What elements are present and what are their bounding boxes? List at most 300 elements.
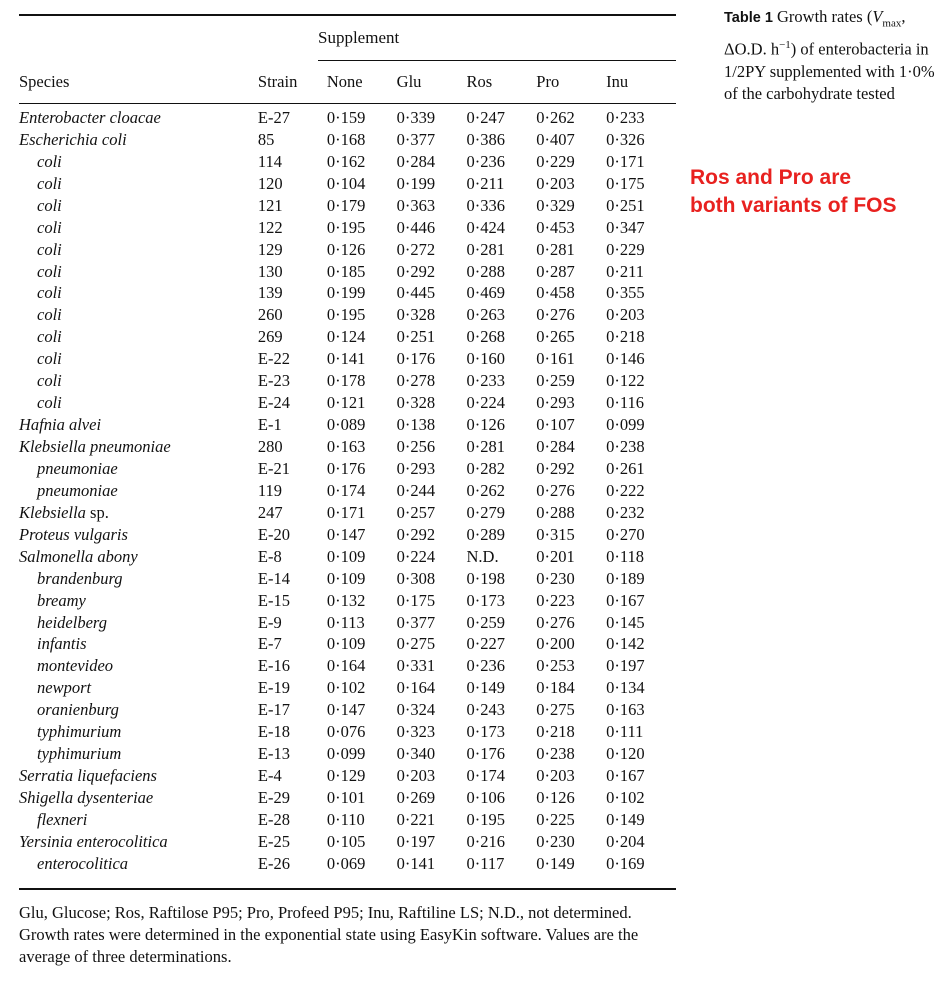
value-cell-pro: 0·161 bbox=[536, 349, 575, 369]
value-cell-inu: 0·222 bbox=[606, 480, 645, 500]
value-cell-glu: 0·323 bbox=[396, 722, 436, 742]
value-cell-none: 0·147 bbox=[326, 524, 366, 544]
table-header-row bbox=[19, 70, 676, 94]
strain-cell: E-23 bbox=[257, 371, 290, 391]
table-row bbox=[19, 129, 676, 151]
species-cell bbox=[19, 261, 258, 283]
value-cell-none: 0·129 bbox=[326, 766, 366, 786]
species-cell bbox=[19, 195, 258, 217]
col-header-pro: Pro bbox=[536, 72, 560, 91]
species-cell bbox=[19, 743, 258, 765]
value-cell-none: 0·147 bbox=[326, 700, 366, 720]
value-cell-none: 0·178 bbox=[326, 371, 366, 391]
strain-cell: 129 bbox=[257, 239, 283, 259]
species-name: coli bbox=[37, 151, 62, 171]
species-cell bbox=[19, 151, 258, 173]
caption-title: Table 1 bbox=[724, 10, 773, 26]
species-cell bbox=[19, 239, 258, 261]
species-cell bbox=[19, 348, 258, 370]
value-cell-none: 0·141 bbox=[326, 349, 366, 369]
value-cell-glu: 0·138 bbox=[396, 415, 436, 435]
value-cell-glu: 0·340 bbox=[396, 744, 436, 764]
strain-cell: E-4 bbox=[257, 766, 282, 786]
strain-cell: E-24 bbox=[257, 393, 290, 413]
value-cell-none: 0·069 bbox=[326, 853, 366, 873]
value-cell-inu: 0·169 bbox=[606, 853, 645, 873]
value-cell-none: 0·102 bbox=[326, 678, 366, 698]
value-cell-inu: 0·145 bbox=[606, 612, 645, 632]
species-cell bbox=[19, 480, 258, 502]
value-cell-ros: 0·233 bbox=[466, 371, 505, 391]
value-cell-glu: 0·175 bbox=[396, 590, 436, 610]
value-cell-ros: 0·173 bbox=[466, 590, 505, 610]
value-cell-ros: 0·247 bbox=[466, 107, 505, 127]
value-cell-pro: 0·230 bbox=[536, 568, 575, 588]
value-cell-glu: 0·197 bbox=[396, 831, 436, 851]
species-name: Hafnia alvei bbox=[19, 415, 102, 435]
value-cell-inu: 0·118 bbox=[606, 546, 644, 566]
value-cell-glu: 0·328 bbox=[396, 393, 436, 413]
value-cell-inu: 0·211 bbox=[606, 261, 644, 281]
value-cell-pro: 0·407 bbox=[536, 129, 575, 149]
value-cell-pro: 0·458 bbox=[536, 283, 575, 303]
species-name: coli bbox=[37, 217, 62, 237]
value-cell-none: 0·104 bbox=[326, 173, 366, 193]
value-cell-pro: 0·276 bbox=[536, 305, 575, 325]
value-cell-inu: 0·146 bbox=[606, 349, 645, 369]
species-cell bbox=[19, 326, 258, 348]
value-cell-inu: 0·122 bbox=[606, 371, 645, 391]
strain-cell: E-28 bbox=[257, 809, 290, 829]
col-header-inu: Inu bbox=[606, 72, 629, 91]
table-row bbox=[19, 699, 676, 721]
species-name: Shigella dysenteriae bbox=[19, 788, 154, 808]
value-cell-none: 0·195 bbox=[326, 305, 366, 325]
value-cell-inu: 0·204 bbox=[606, 831, 645, 851]
species-name: infantis bbox=[37, 634, 87, 654]
value-cell-inu: 0·120 bbox=[606, 744, 645, 764]
strain-cell: E-13 bbox=[257, 744, 290, 764]
strain-cell: E-18 bbox=[257, 722, 290, 742]
value-cell-glu: 0·278 bbox=[396, 371, 436, 391]
species-name: coli bbox=[37, 393, 62, 413]
value-cell-pro: 0·329 bbox=[536, 195, 575, 215]
value-cell-ros: 0·211 bbox=[466, 173, 505, 193]
value-cell-inu: 0·175 bbox=[606, 173, 645, 193]
table-row bbox=[19, 568, 676, 590]
value-cell-glu: 0·293 bbox=[396, 458, 436, 478]
species-cell bbox=[19, 568, 258, 590]
value-cell-ros: 0·336 bbox=[466, 195, 505, 215]
value-cell-ros: 0·149 bbox=[466, 678, 505, 698]
value-cell-glu: 0·244 bbox=[396, 480, 436, 500]
species-cell bbox=[19, 809, 258, 831]
table-row bbox=[19, 612, 676, 634]
species-name: breamy bbox=[37, 590, 86, 610]
strain-cell: E-14 bbox=[257, 568, 290, 588]
table-row bbox=[19, 831, 676, 853]
value-cell-inu: 0·167 bbox=[606, 590, 645, 610]
value-cell-ros: 0·262 bbox=[466, 480, 505, 500]
strain-cell: E-15 bbox=[257, 590, 290, 610]
table-row bbox=[19, 721, 676, 743]
value-cell-none: 0·109 bbox=[326, 546, 366, 566]
species-cell bbox=[19, 721, 258, 743]
value-cell-glu: 0·292 bbox=[396, 524, 436, 544]
value-cell-inu: 0·270 bbox=[606, 524, 645, 544]
table-footnotes bbox=[19, 902, 659, 968]
value-cell-none: 0·089 bbox=[326, 415, 366, 435]
species-name: oranienburg bbox=[37, 700, 119, 720]
value-cell-inu: 0·251 bbox=[606, 195, 645, 215]
value-cell-glu: 0·272 bbox=[396, 239, 436, 259]
strain-cell: 120 bbox=[257, 173, 283, 193]
value-cell-glu: 0·292 bbox=[396, 261, 436, 281]
value-cell-none: 0·132 bbox=[326, 590, 366, 610]
value-cell-pro: 0·126 bbox=[536, 788, 575, 808]
value-cell-pro: 0·225 bbox=[536, 809, 575, 829]
value-cell-inu: 0·197 bbox=[606, 656, 645, 676]
species-name: pneumoniae bbox=[37, 480, 118, 500]
strain-cell: 260 bbox=[257, 305, 283, 325]
strain-cell: E-29 bbox=[257, 788, 290, 808]
species-cell bbox=[19, 524, 258, 546]
species-name: montevideo bbox=[37, 656, 114, 676]
value-cell-pro: 0·253 bbox=[536, 656, 575, 676]
strain-cell: E-8 bbox=[257, 546, 282, 566]
caption-text-2: , ΔO.D. h bbox=[724, 7, 906, 59]
value-cell-none: 0·109 bbox=[326, 634, 366, 654]
strain-cell: E-7 bbox=[257, 634, 282, 654]
value-cell-inu: 0·167 bbox=[606, 766, 645, 786]
species-name: typhimurium bbox=[37, 744, 122, 764]
species-name: Klebsiella bbox=[19, 502, 86, 522]
value-cell-pro: 0·223 bbox=[536, 590, 575, 610]
value-cell-none: 0·164 bbox=[326, 656, 366, 676]
value-cell-pro: 0·201 bbox=[536, 546, 575, 566]
species-cell bbox=[19, 612, 258, 634]
table-row bbox=[19, 348, 676, 370]
value-cell-ros: 0·224 bbox=[466, 393, 505, 413]
value-cell-none: 0·174 bbox=[326, 480, 366, 500]
caption-exponent: −1 bbox=[779, 39, 791, 52]
strain-cell: 130 bbox=[257, 261, 283, 281]
value-cell-glu: 0·221 bbox=[396, 809, 436, 829]
value-cell-pro: 0·262 bbox=[536, 107, 575, 127]
table-row bbox=[19, 414, 676, 436]
value-cell-pro: 0·453 bbox=[536, 217, 575, 237]
value-cell-pro: 0·184 bbox=[536, 678, 575, 698]
value-cell-ros: 0·469 bbox=[466, 283, 505, 303]
value-cell-pro: 0·203 bbox=[536, 173, 575, 193]
value-cell-none: 0·171 bbox=[326, 502, 366, 522]
strain-cell: E-17 bbox=[257, 700, 290, 720]
value-cell-inu: 0·218 bbox=[606, 327, 645, 347]
value-cell-ros: 0·236 bbox=[466, 656, 505, 676]
species-name: pneumoniae bbox=[37, 458, 118, 478]
value-cell-pro: 0·200 bbox=[536, 634, 575, 654]
value-cell-none: 0·124 bbox=[326, 327, 366, 347]
species-cell bbox=[19, 502, 258, 524]
value-cell-pro: 0·218 bbox=[536, 722, 575, 742]
species-name: Proteus vulgaris bbox=[19, 524, 128, 544]
strain-cell: 280 bbox=[257, 437, 283, 457]
value-cell-inu: 0·355 bbox=[606, 283, 645, 303]
value-cell-pro: 0·287 bbox=[536, 261, 575, 281]
value-cell-glu: 0·331 bbox=[396, 656, 436, 676]
table-row bbox=[19, 436, 676, 458]
value-cell-inu: 0·238 bbox=[606, 437, 645, 457]
value-cell-inu: 0·203 bbox=[606, 305, 645, 325]
table-row bbox=[19, 677, 676, 699]
caption-vmax: V bbox=[872, 7, 883, 26]
table-row bbox=[19, 502, 676, 524]
value-cell-none: 0·099 bbox=[326, 744, 366, 764]
value-cell-none: 0·179 bbox=[326, 195, 366, 215]
species-cell bbox=[19, 392, 258, 414]
table-row bbox=[19, 655, 676, 677]
strain-cell: 269 bbox=[257, 327, 283, 347]
strain-cell: 139 bbox=[257, 283, 283, 303]
value-cell-inu: 0·142 bbox=[606, 634, 645, 654]
value-cell-pro: 0·281 bbox=[536, 239, 575, 259]
strain-cell: 121 bbox=[257, 195, 283, 215]
species-name: Yersinia enterocolitica bbox=[19, 831, 168, 851]
value-cell-ros: 0·195 bbox=[466, 809, 505, 829]
value-cell-glu: 0·284 bbox=[396, 151, 436, 171]
species-name: coli bbox=[37, 195, 62, 215]
value-cell-glu: 0·275 bbox=[396, 634, 436, 654]
value-cell-pro: 0·238 bbox=[536, 744, 575, 764]
table-body bbox=[19, 107, 676, 875]
col-header-species: Species bbox=[19, 72, 70, 91]
species-name: coli bbox=[37, 261, 62, 281]
species-name: Enterobacter cloacae bbox=[19, 107, 161, 127]
species-cell bbox=[19, 283, 258, 305]
value-cell-inu: 0·149 bbox=[606, 809, 645, 829]
table-row bbox=[19, 326, 676, 348]
value-cell-ros: 0·117 bbox=[466, 853, 505, 873]
footnote-method: Growth rates were determined in the exponential state using EasyKin software. Values are the average of three determinations. bbox=[19, 925, 639, 966]
value-cell-pro: 0·315 bbox=[536, 524, 575, 544]
strain-cell: 85 bbox=[257, 129, 275, 149]
table-row bbox=[19, 480, 676, 502]
species-name: coli bbox=[37, 305, 62, 325]
col-header-none: None bbox=[326, 72, 363, 91]
table-row bbox=[19, 634, 676, 656]
species-cell bbox=[19, 370, 258, 392]
supplement-header: Supplement bbox=[318, 28, 400, 47]
species-cell bbox=[19, 699, 258, 721]
value-cell-glu: 0·445 bbox=[396, 283, 436, 303]
table-bottom-rule bbox=[19, 888, 676, 890]
table-row bbox=[19, 765, 676, 787]
value-cell-ros: 0·126 bbox=[466, 415, 505, 435]
species-cell bbox=[19, 546, 258, 568]
species-cell bbox=[19, 436, 258, 458]
species-cell bbox=[19, 129, 258, 151]
value-cell-pro: 0·107 bbox=[536, 415, 575, 435]
strain-cell: E-19 bbox=[257, 678, 290, 698]
table-row bbox=[19, 809, 676, 831]
value-cell-none: 0·163 bbox=[326, 437, 366, 457]
strain-cell: E-22 bbox=[257, 349, 290, 369]
table-row bbox=[19, 151, 676, 173]
value-cell-pro: 0·284 bbox=[536, 437, 575, 457]
species-name: flexneri bbox=[37, 809, 88, 829]
value-cell-inu: 0·229 bbox=[606, 239, 645, 259]
value-cell-glu: 0·256 bbox=[396, 437, 436, 457]
table-row bbox=[19, 853, 676, 875]
value-cell-pro: 0·230 bbox=[536, 831, 575, 851]
value-cell-glu: 0·224 bbox=[396, 546, 436, 566]
value-cell-pro: 0·229 bbox=[536, 151, 575, 171]
table-row bbox=[19, 787, 676, 809]
table-row bbox=[19, 173, 676, 195]
strain-cell: E-1 bbox=[257, 415, 282, 435]
value-cell-pro: 0·276 bbox=[536, 480, 575, 500]
value-cell-ros: 0·288 bbox=[466, 261, 505, 281]
table-row bbox=[19, 283, 676, 305]
value-cell-pro: 0·276 bbox=[536, 612, 575, 632]
value-cell-none: 0·195 bbox=[326, 217, 366, 237]
value-cell-pro: 0·203 bbox=[536, 766, 575, 786]
annotation-line-2: both variants of FOS bbox=[690, 194, 897, 217]
value-cell-inu: 0·326 bbox=[606, 129, 645, 149]
species-cell bbox=[19, 107, 258, 129]
strain-cell: E-25 bbox=[257, 831, 290, 851]
value-cell-glu: 0·164 bbox=[396, 678, 436, 698]
col-header-strain: Strain bbox=[257, 72, 298, 91]
species-name: coli bbox=[37, 173, 62, 193]
strain-cell: 247 bbox=[257, 502, 283, 522]
table-row bbox=[19, 217, 676, 239]
value-cell-ros: 0·289 bbox=[466, 524, 505, 544]
value-cell-none: 0·159 bbox=[326, 107, 366, 127]
table-row bbox=[19, 743, 676, 765]
value-cell-ros: 0·176 bbox=[466, 744, 505, 764]
red-annotation bbox=[690, 164, 940, 220]
value-cell-none: 0·110 bbox=[326, 809, 365, 829]
species-name: brandenburg bbox=[37, 568, 123, 588]
caption-text-1: Growth rates ( bbox=[777, 7, 873, 26]
value-cell-glu: 0·257 bbox=[396, 502, 436, 522]
species-name: Serratia liquefaciens bbox=[19, 766, 157, 786]
footnote-abbreviations: Glu, Glucose; Ros, Raftilose P95; Pro, Profeed P95; Inu, Raftiline LS; N.D., not determined. bbox=[19, 903, 632, 922]
table-row bbox=[19, 195, 676, 217]
table-row bbox=[19, 524, 676, 546]
value-cell-none: 0·199 bbox=[326, 283, 366, 303]
species-cell bbox=[19, 458, 258, 480]
value-cell-none: 0·101 bbox=[326, 788, 366, 808]
table-top-rule bbox=[19, 14, 676, 16]
value-cell-pro: 0·293 bbox=[536, 393, 575, 413]
value-cell-none: 0·109 bbox=[326, 568, 366, 588]
value-cell-ros: 0·173 bbox=[466, 722, 505, 742]
value-cell-inu: 0·232 bbox=[606, 502, 645, 522]
strain-cell: E-26 bbox=[257, 853, 290, 873]
value-cell-ros: 0·174 bbox=[466, 766, 505, 786]
species-name: coli bbox=[37, 239, 62, 259]
value-cell-ros: 0·281 bbox=[466, 239, 505, 259]
value-cell-glu: 0·446 bbox=[396, 217, 436, 237]
annotation-line-1: Ros and Pro are bbox=[690, 166, 852, 189]
species-cell bbox=[19, 765, 258, 787]
table-row bbox=[19, 546, 676, 568]
species-name: Escherichia coli bbox=[19, 129, 127, 149]
value-cell-inu: 0·116 bbox=[606, 393, 644, 413]
strain-cell: E-20 bbox=[257, 524, 290, 544]
value-cell-glu: 0·377 bbox=[396, 129, 436, 149]
value-cell-glu: 0·141 bbox=[396, 853, 436, 873]
value-cell-ros: 0·106 bbox=[466, 788, 505, 808]
value-cell-ros: 0·160 bbox=[466, 349, 505, 369]
supplement-rule bbox=[318, 60, 676, 61]
species-cell bbox=[19, 831, 258, 853]
species-cell bbox=[19, 634, 258, 656]
species-name: coli bbox=[37, 371, 62, 391]
value-cell-pro: 0·265 bbox=[536, 327, 575, 347]
species-name: coli bbox=[37, 283, 62, 303]
col-header-ros: Ros bbox=[466, 72, 493, 91]
value-cell-inu: 0·163 bbox=[606, 700, 645, 720]
value-cell-inu: 0·171 bbox=[606, 151, 645, 171]
growth-rate-table bbox=[19, 70, 676, 875]
value-cell-inu: 0·102 bbox=[606, 788, 645, 808]
value-cell-glu: 0·339 bbox=[396, 107, 436, 127]
strain-cell: 114 bbox=[257, 151, 283, 171]
value-cell-inu: 0·233 bbox=[606, 107, 645, 127]
value-cell-none: 0·168 bbox=[326, 129, 366, 149]
species-suffix: sp. bbox=[85, 502, 109, 522]
species-name: Salmonella abony bbox=[19, 546, 138, 566]
value-cell-none: 0·121 bbox=[326, 393, 366, 413]
table-row bbox=[19, 261, 676, 283]
value-cell-glu: 0·328 bbox=[396, 305, 436, 325]
value-cell-ros: 0·227 bbox=[466, 634, 505, 654]
table-row bbox=[19, 304, 676, 326]
strain-cell: E-9 bbox=[257, 612, 282, 632]
value-cell-inu: 0·111 bbox=[606, 722, 644, 742]
value-cell-pro: 0·259 bbox=[536, 371, 575, 391]
species-cell bbox=[19, 590, 258, 612]
table-caption bbox=[724, 6, 938, 105]
col-header-glu: Glu bbox=[396, 72, 422, 91]
species-cell bbox=[19, 655, 258, 677]
table-row bbox=[19, 590, 676, 612]
value-cell-glu: 0·308 bbox=[396, 568, 436, 588]
value-cell-none: 0·105 bbox=[326, 831, 366, 851]
value-cell-ros: N.D. bbox=[466, 546, 499, 566]
species-cell bbox=[19, 173, 258, 195]
species-cell bbox=[19, 217, 258, 239]
value-cell-glu: 0·269 bbox=[396, 788, 436, 808]
value-cell-glu: 0·251 bbox=[396, 327, 436, 347]
table-row bbox=[19, 107, 676, 129]
strain-cell: E-27 bbox=[257, 107, 290, 127]
species-name: newport bbox=[37, 678, 92, 698]
table-row bbox=[19, 458, 676, 480]
caption-vmax-sub: max bbox=[882, 17, 902, 30]
value-cell-pro: 0·275 bbox=[536, 700, 575, 720]
species-name: coli bbox=[37, 327, 62, 347]
value-cell-pro: 0·149 bbox=[536, 853, 575, 873]
value-cell-ros: 0·424 bbox=[466, 217, 505, 237]
value-cell-ros: 0·386 bbox=[466, 129, 505, 149]
species-name: coli bbox=[37, 349, 62, 369]
species-cell bbox=[19, 787, 258, 809]
value-cell-none: 0·162 bbox=[326, 151, 366, 171]
